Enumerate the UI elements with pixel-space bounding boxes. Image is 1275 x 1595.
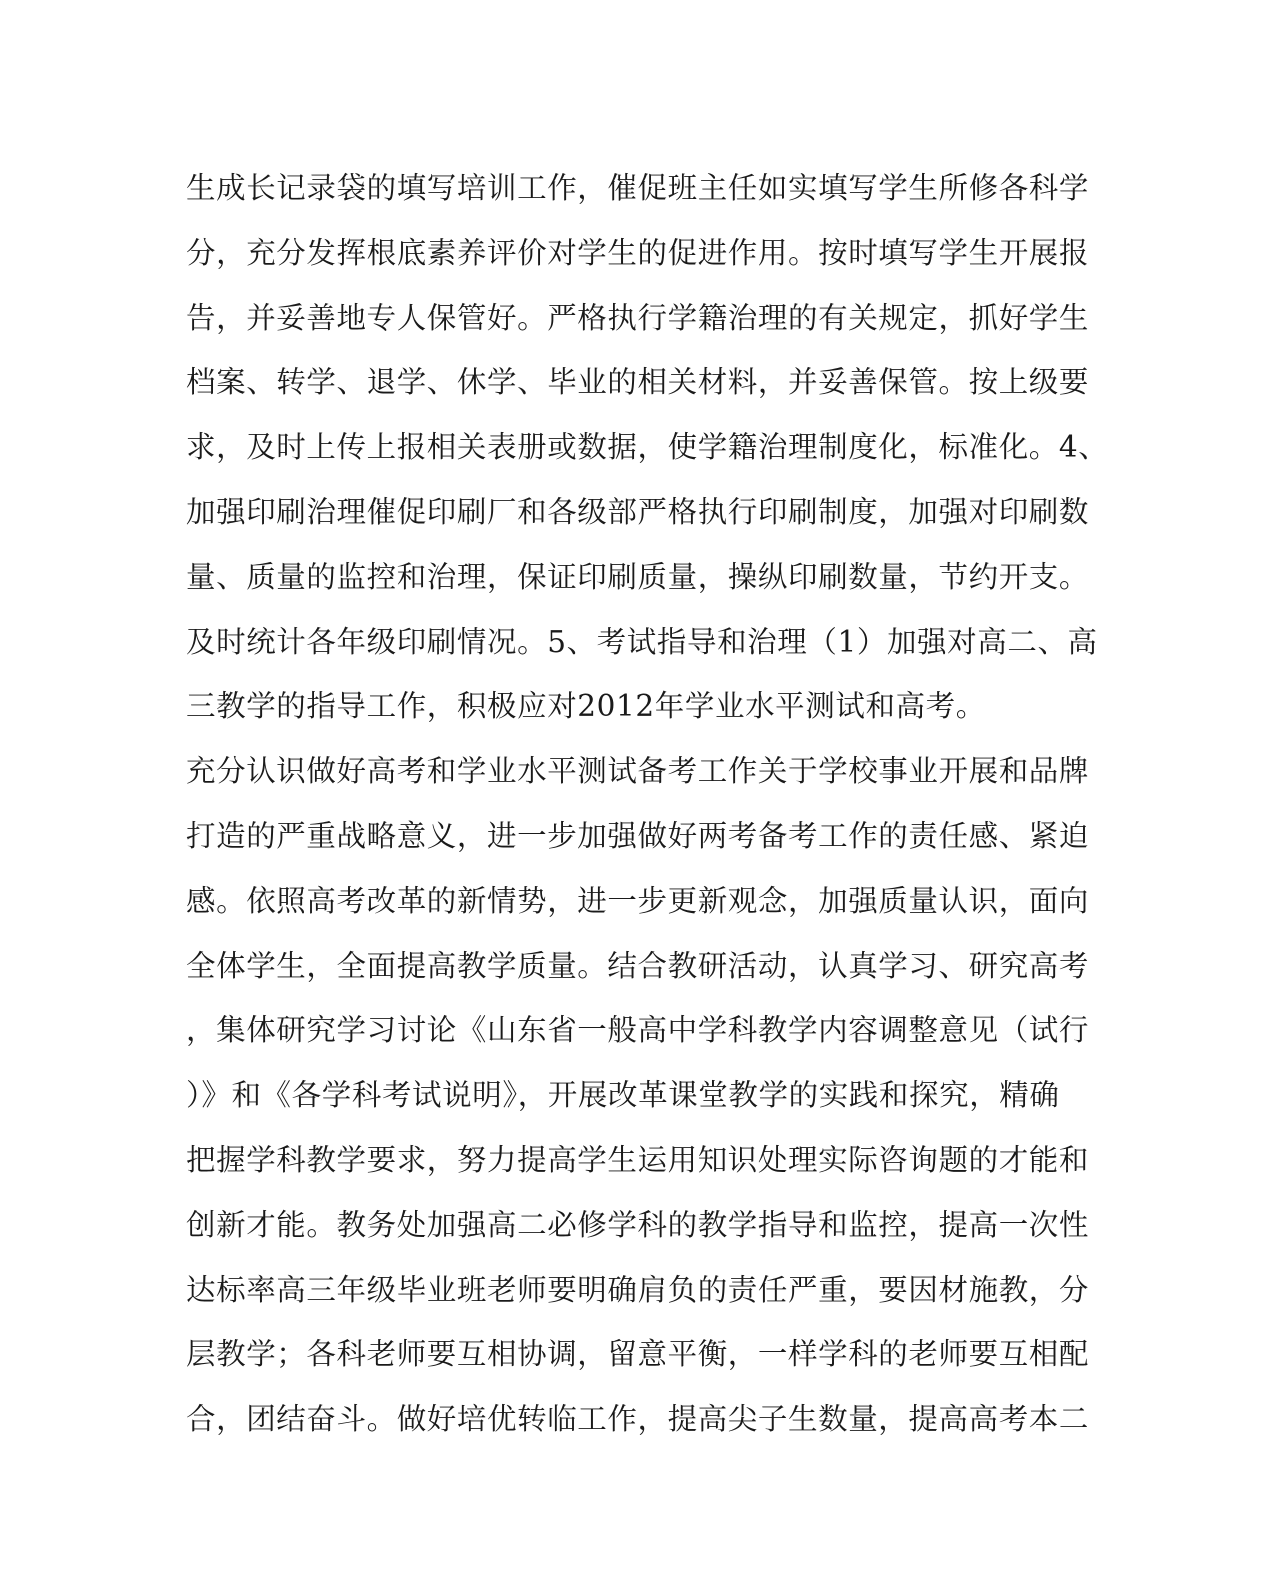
text-line: 档案、转学、退学、休学、毕业的相关材料，并妥善保管。按上级要 — [186, 365, 1090, 400]
text-line: 全体学生，全面提高教学质量。结合教研活动，认真学习、研究高考 — [186, 948, 1090, 983]
text-line: 求，及时上传上报相关表册或数据，使学籍治理制度化，标准化。4、 — [186, 430, 1109, 465]
text-line: 创新才能。教务处加强高二必修学科的教学指导和监控，提高一次性 — [186, 1207, 1090, 1242]
text-line: 层教学；各科老师要互相协调，留意平衡，一样学科的老师要互相配 — [186, 1337, 1090, 1372]
text-line: 分，充分发挥根底素养评价对学生的促进作用。按时填写学生开展报 — [186, 235, 1090, 270]
text-line: ）》和《各学科考试说明》，开展改革课堂教学的实践和探究，精确 — [186, 1078, 1060, 1113]
text-line: 三教学的指导工作，积极应对2012年学业水平测试和高考。 — [186, 689, 986, 724]
text-line: 充分认识做好高考和学业水平测试备考工作关于学校事业开展和品牌 — [186, 754, 1090, 789]
text-line: ，集体研究学习讨论《山东省一般高中学科教学内容调整意见（试行 — [186, 1013, 1090, 1048]
text-line: 告，并妥善地专人保管好。严格执行学籍治理的有关规定，抓好学生 — [186, 300, 1090, 335]
text-line: 量、质量的监控和治理，保证印刷质量，操纵印刷数量，节约开支。 — [186, 559, 1090, 594]
body-text — [186, 156, 1109, 1452]
text-line: 生成长记录袋的填写培训工作，催促班主任如实填写学生所修各科学 — [186, 171, 1090, 205]
text-line: 感。依照高考改革的新情势，进一步更新观念，加强质量认识，面向 — [186, 883, 1090, 918]
text-line: 合，团结奋斗。做好培优转临工作，提高尖子生数量，提高高考本二 — [186, 1402, 1090, 1437]
text-line: 及时统计各年级印刷情况。5、考试指导和治理（1）加强对高二、高 — [186, 624, 1098, 659]
text-line: 达标率高三年级毕业班老师要明确肩负的责任严重，要因材施教，分 — [186, 1272, 1090, 1307]
text-line: 加强印刷治理催促印刷厂和各级部严格执行印刷制度，加强对印刷数 — [186, 494, 1090, 529]
text-line: 把握学科教学要求，努力提高学生运用知识处理实际咨询题的才能和 — [186, 1142, 1090, 1177]
text-line: 打造的严重战略意义，进一步加强做好两考备考工作的责任感、紧迫 — [186, 818, 1090, 853]
